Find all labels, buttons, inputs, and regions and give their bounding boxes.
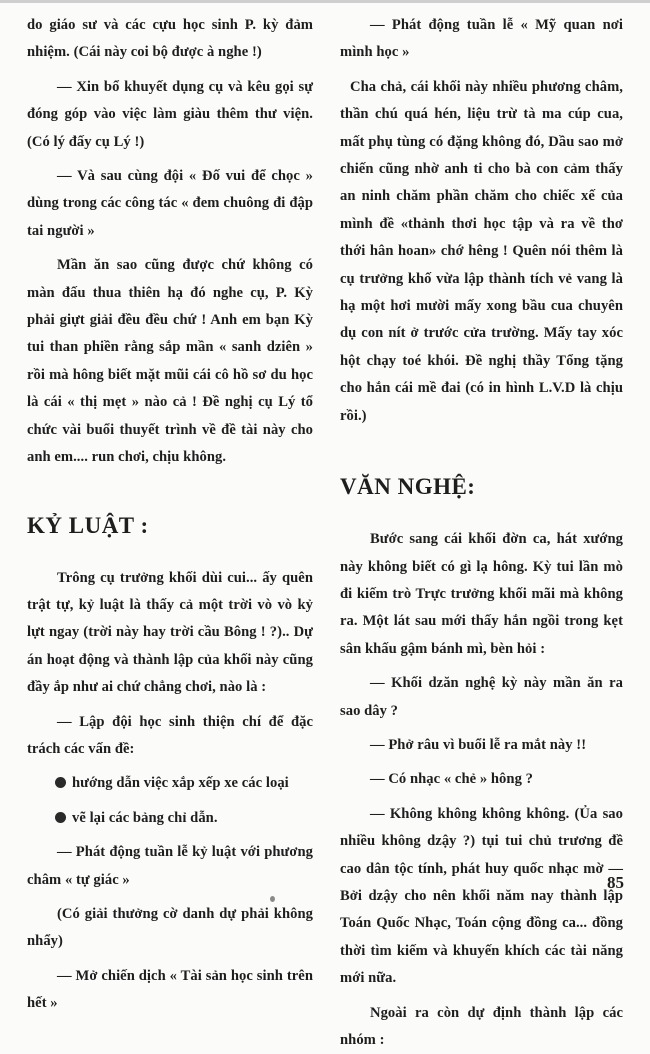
section-heading-ky-luat: KỶ LUẬT : (27, 512, 149, 538)
bullet-item: vẽ lại các bảng chỉ dẫn. (27, 805, 313, 832)
paragraph: — Khối dzăn nghệ kỳ này mần ăn ra sao dây ? (340, 675, 623, 719)
paragraph: Ngoài ra còn dự định thành lập các nhóm : (340, 1004, 623, 1048)
paragraph: Mần ăn sao cũng được chứ không có màn đấu thua thiên hạ đó nghe cụ, P. Kỳ phải giựt giải đều đều chứ ! Anh em bạn Kỳ tui than phiền rằng sắp mần « sanh dziên » rồi mà hông biết mặt mũi cái cô hồ sơ du học là cái « thị mẹt » nào cả ! Đề nghị cụ Lý tổ chức vài buổi thuyết trình về đề tài này cho anh em.... run chơi, chịu không. (27, 257, 313, 466)
right-column (340, 12, 623, 1054)
paragraph: Trông cụ trưởng khối dùi cui... ấy quên trật tự, kỷ luật là thấy cả một trời vò vò kỷ lựt ngay (trời này hay trời cầu Bông ! ?).. Dự án hoạt động và thành lập của khối này cũng đầy ắp như ai chứ chẳng chơi, nào là : (27, 569, 313, 696)
bullet-icon (55, 812, 66, 823)
paragraph: — Phở râu vì buổi lễ ra mắt này !! (370, 736, 587, 753)
paragraph: Cha chả, cái khối này nhiều phương châm, thần chú quá hén, liệu trừ tà ma cúp cua, mất phụ tùng có đặng không đó, Dầu sao mở chiến cũng nhờ anh ti cho bà con cảm thấy an ninh chăm phần chăm cho chiếc xế của mình đề «thảnh thơi học tập và ra về thơ thới hân hoan» chớ hêng ! Quên nói thêm là cụ trưởng khố vừa lập thành tích vẻ vang là hạ một hơi mười mấy xong bầu cua chuyên dụ con nít ở trước cửa trường. Mấy tay xóc hột chạy toé khói. Đề nghị thầy Tổng tặng cho hắn cái mề đai (có in hình L.V.D là chịu rồi.) (340, 78, 623, 424)
paragraph: Bước sang cái khối đờn ca, hát xướng này không biết có gì lạ hông. Kỳ tui lần mò đi kiếm trò Trực trưởng khối mãi mà không ra. Một lát sau mới thấy hắn ngồi trong kẹt sân khấu gậm bánh mì, bèn hỏi : (340, 531, 623, 657)
scan-speck (270, 896, 275, 902)
section-heading-van-nghe: VĂN NGHỆ: (340, 474, 476, 500)
paragraph: — Xin bổ khuyết dụng cụ và kêu gọi sự đóng góp vào việc làm giàu thêm thư viện. (Có lý đấy cụ Lý !) (27, 78, 313, 150)
paragraph: — Mở chiến dịch « Tài sản học sinh trên hết » (27, 967, 313, 1012)
paragraph: — Lập đội học sinh thiện chí để đặc trách các vấn đề: (27, 713, 313, 757)
page-number: 85 (607, 873, 624, 892)
paragraph: (Có giải thưởng cờ danh dự phải không nhẩy) (27, 905, 313, 950)
paragraph: — Không không không không. (Ủa sao nhiều không dzậy ?) tụi tui chủ trương đề cao dân tộc tính, phát huy quốc nhạc mờ — Bởi dzậy cho nên khối năm nay thành lập Toán Quốc Nhạc, Toán cộng đồng ca... đồng thời tìm kiếm và khuyến khích các tài năng mới nữa. (340, 805, 623, 987)
paragraph: — Phát động tuần lễ « Mỹ quan nơi mình học » (340, 17, 623, 61)
left-column (27, 12, 313, 1018)
paragraph: — Và sau cùng đội « Đố vui để chọc » dùng trong các công tác « đem chuông đi đập tai người » (27, 168, 313, 239)
bullet-item: hướng dẫn việc xắp xếp xe các loại (27, 770, 313, 797)
paragraph: — Có nhạc « chẻ » hông ? (370, 771, 533, 788)
bullet-icon (55, 777, 66, 788)
scan-top-edge (0, 0, 650, 3)
paragraph: do giáo sư và các cựu học sinh P. kỳ đảm nhiệm. (Cái này coi bộ được à nghe !) (27, 17, 313, 61)
paragraph: — Phát động tuần lễ kỷ luật với phương châm « tự giác » (27, 844, 313, 888)
